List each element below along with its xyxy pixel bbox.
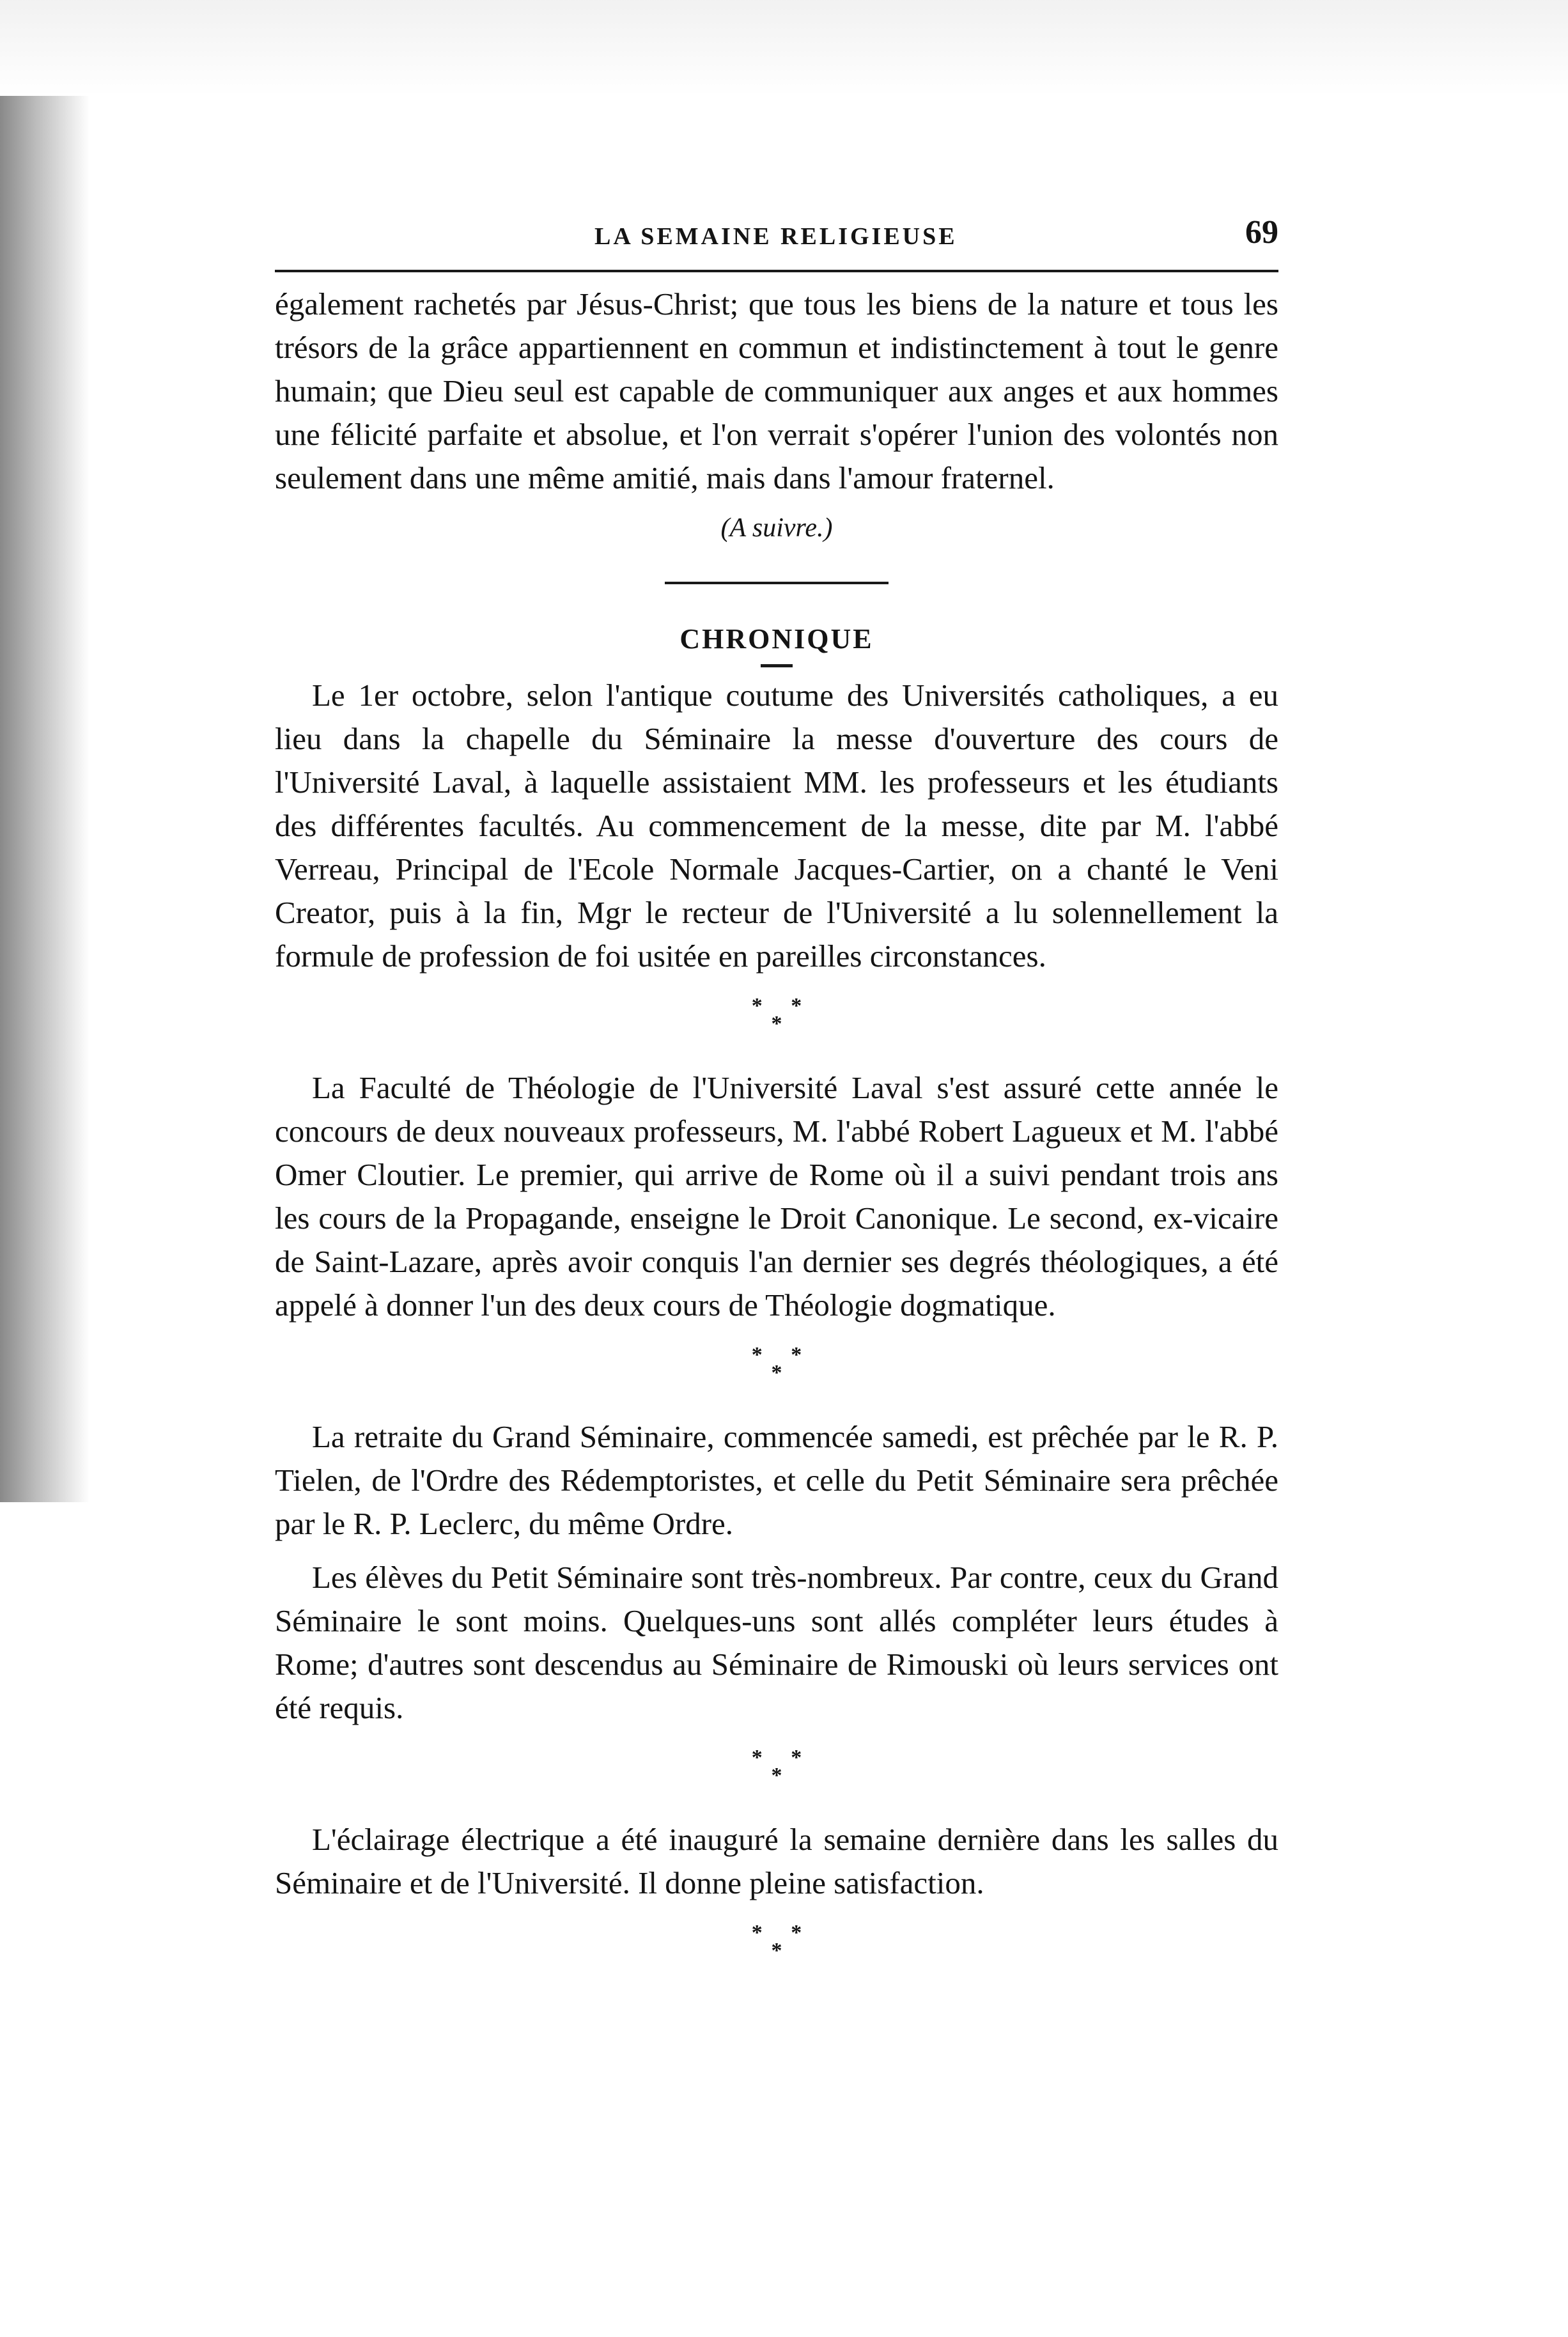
paragraph-eclairage: L'éclairage électrique a été inauguré la semaine dernière dans les salles du Séminaire et de l'Université. Il donne pleine satisfaction. xyxy=(275,1822,1278,1900)
paragraph-messe: Le 1er octobre, selon l'antique coutume des Universités catholiques, a eu lieu dans la chapelle du Séminaire la messe d'ouverture des cours de l'Université Laval, à laquelle assistaient MM. les professeurs et les étudiants des différentes facultés. Au commencement de la messe, dite par M. l'abbé Verreau, Principal de l'Ecole Normale Jacques-Cartier, on a chanté le Veni Creator, puis à la fin, Mgr le recteur de l'Université a lu solennellement la formule de profession de foi usitée en pareilles circonstances. xyxy=(275,678,1278,974)
asterism-divider xyxy=(275,994,1278,1036)
paragraph-faculte: La Faculté de Théologie de l'Université Laval s'est assuré cette année le concours de deux nouveaux professeurs, M. l'abbé Robert Lagueux et M. l'abbé Omer Cloutier. Le premier, qui arrive de Rome où il a suivi pendant trois ans les cours de la Propagande, enseigne le Droit Canonique. Le second, ex-vicaire de Saint-Lazare, après avoir conquis l'an dernier ses degrés théologiques, a été appelé à donner l'un des deux cours de Théologie dogmatique. xyxy=(275,1070,1278,1323)
asterism-top: * * xyxy=(751,1746,814,1769)
paragraph-retraite: La retraite du Grand Séminaire, commencée samedi, est prêchée par le R. P. Tielen, de l'Ordre des Rédemptoristes, et celle du Petit Séminaire sera prêchée par le R. P. Leclerc, du même Ordre. xyxy=(275,1419,1278,1541)
scan-shadow-top xyxy=(0,0,1568,96)
running-title: LA SEMAINE RELIGIEUSE xyxy=(594,223,958,250)
asterism-divider xyxy=(275,1343,1278,1385)
asterism-top: * * xyxy=(751,1343,814,1367)
header-rule xyxy=(275,270,1278,272)
asterism-bottom: * xyxy=(771,1939,782,1962)
section-divider xyxy=(665,582,889,584)
page-number: 69 xyxy=(1245,214,1278,251)
document-page xyxy=(275,211,1278,1993)
scan-binding-edge xyxy=(0,96,89,1502)
a-suivre-note: (A suivre.) xyxy=(720,513,833,543)
heading-dash xyxy=(761,664,793,667)
asterism-divider xyxy=(275,1746,1278,1787)
asterism-top: * * xyxy=(751,1921,814,1945)
continuation-paragraph: également rachetés par Jésus-Christ; que tous les biens de la nature et tous les trésors de la grâce appartiennent en commun et indistinctement à tout le genre humain; que Dieu seul est capable de communiquer aux anges et aux hommes une félicité parfaite et absolue, et l'on verrait s'opérer l'union des volontés non seulement dans une même amitié, mais dans l'amour fraternel. xyxy=(275,286,1278,495)
running-header xyxy=(275,211,1278,256)
asterism-top: * * xyxy=(751,994,814,1018)
asterism-bottom: * xyxy=(771,1764,782,1787)
asterism-bottom: * xyxy=(771,1012,782,1036)
asterism-divider xyxy=(275,1921,1278,1962)
section-heading: CHRONIQUE xyxy=(679,623,874,655)
asterism-bottom: * xyxy=(771,1361,782,1385)
paragraph-eleves: Les élèves du Petit Séminaire sont très-nombreux. Par contre, ceux du Grand Séminaire le sont moins. Quelques-uns sont allés compléter leurs études à Rome; d'autres sont descendus au Séminaire de Rimouski où leurs services ont été requis. xyxy=(275,1560,1278,1725)
